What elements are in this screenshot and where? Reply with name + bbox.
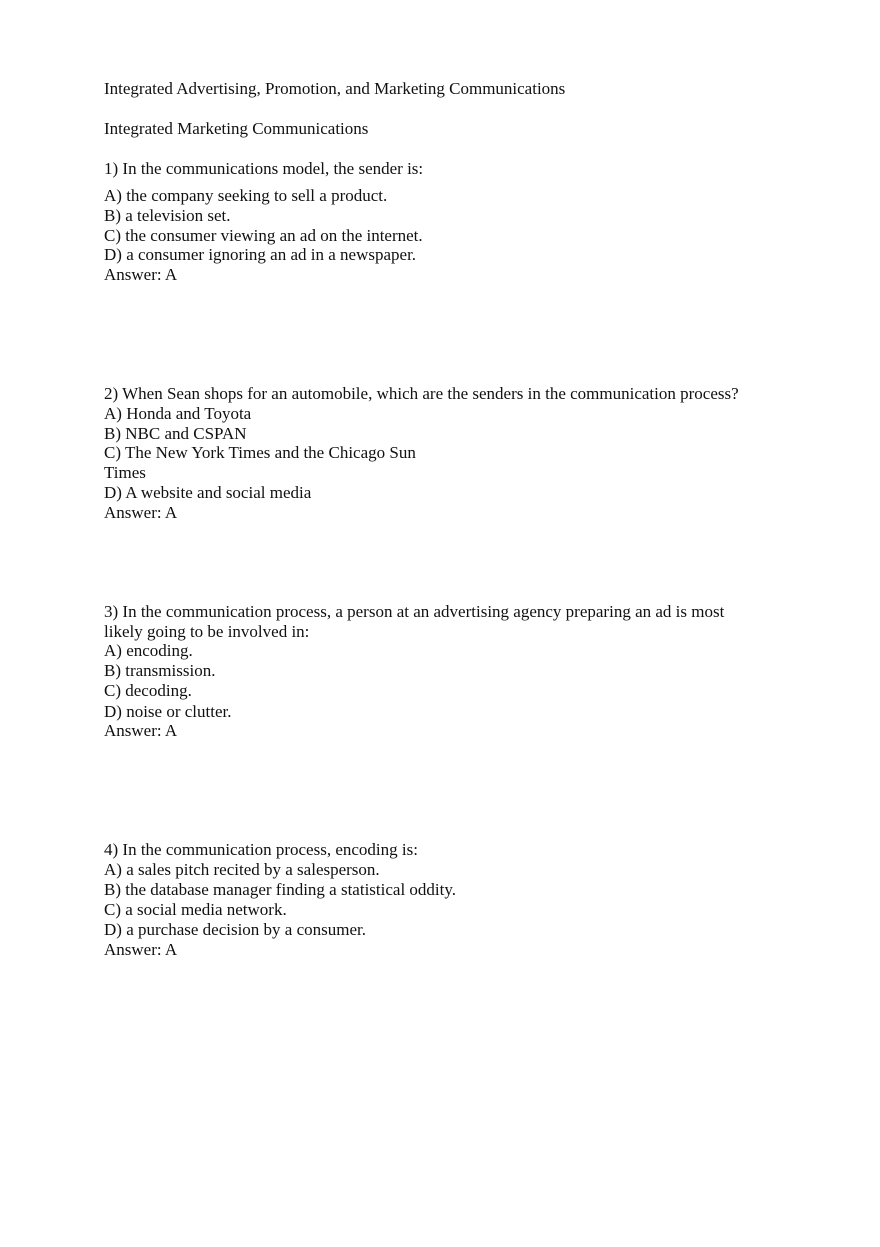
answer-key: Answer: A (104, 503, 178, 522)
question-stem: 4) In the communication process, encoding is: (104, 840, 418, 859)
document-title: Integrated Advertising, Promotion, and Marketing Communications (104, 79, 566, 98)
option-c-continuation: Times (104, 463, 146, 482)
question-stem: 3) In the communication process, a person at an advertising agency preparing an ad is most (104, 602, 725, 621)
option-b: B) the database manager finding a statistical oddity. (104, 880, 457, 899)
answer-key: Answer: A (104, 940, 178, 959)
question-stem: 2) When Sean shops for an automobile, which are the senders in the communication process? (104, 384, 739, 403)
option-d: D) a purchase decision by a consumer. (104, 920, 366, 939)
option-b: B) NBC and CSPAN (104, 424, 247, 443)
chapter-heading: Integrated Marketing Communications (104, 119, 369, 138)
answer-key: Answer: A (104, 721, 178, 740)
option-c: C) the consumer viewing an ad on the internet. (104, 226, 423, 245)
question-stem-continuation: likely going to be involved in: (104, 622, 310, 641)
option-d: D) A website and social media (104, 483, 312, 502)
option-c: C) a social media network. (104, 900, 287, 919)
option-b: B) a television set. (104, 206, 231, 225)
question-stem: 1) In the communications model, the sender is: (104, 159, 424, 178)
answer-key: Answer: A (104, 265, 178, 284)
option-c: C) decoding. (104, 681, 192, 700)
option-d: D) a consumer ignoring an ad in a newspaper. (104, 245, 417, 264)
option-a: A) encoding. (104, 641, 193, 660)
option-d: D) noise or clutter. (104, 702, 232, 721)
option-a: A) Honda and Toyota (104, 404, 252, 423)
option-a: A) a sales pitch recited by a salesperson. (104, 860, 380, 879)
option-a: A) the company seeking to sell a product. (104, 186, 388, 205)
option-b: B) transmission. (104, 661, 216, 680)
option-c: C) The New York Times and the Chicago Sun (104, 443, 416, 462)
